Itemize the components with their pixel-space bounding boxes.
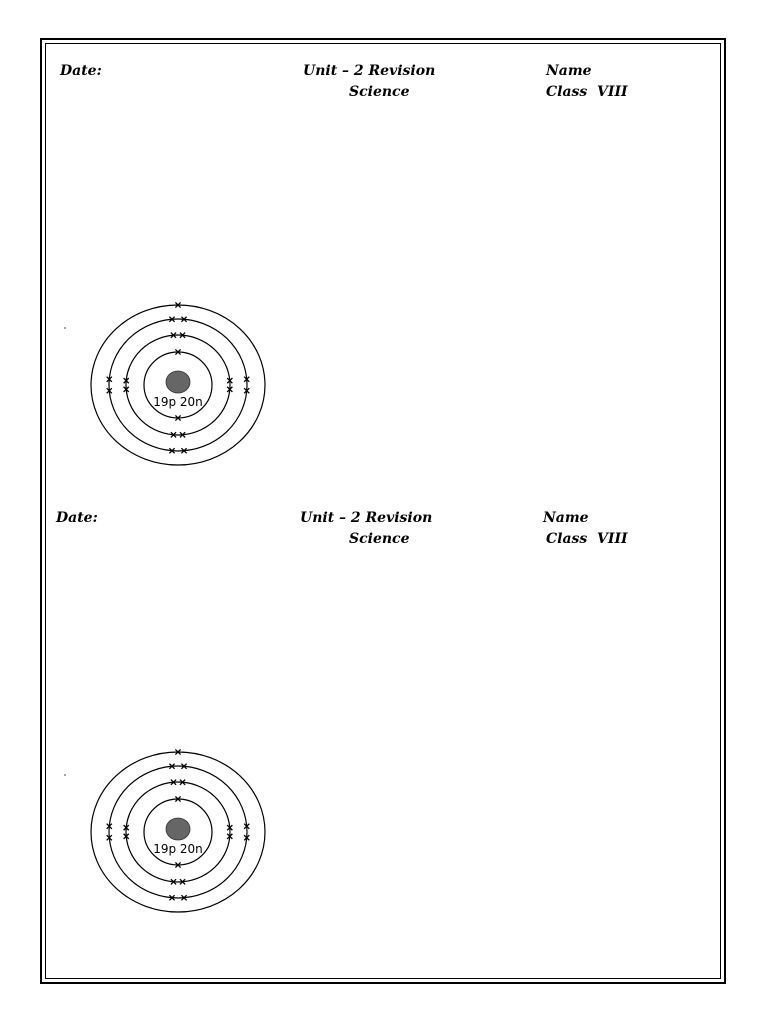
unit-title: Unit – 2 Revision bbox=[300, 510, 433, 526]
subject-label: Science bbox=[349, 84, 410, 100]
nucleus-label: 19p 20n bbox=[153, 395, 203, 409]
subject-label: Science bbox=[349, 531, 410, 547]
nucleus bbox=[166, 371, 190, 393]
class-label: Class VIII bbox=[546, 84, 628, 100]
nucleus-label: 19p 20n bbox=[153, 842, 203, 856]
name-label: Name bbox=[543, 510, 589, 526]
unit-title: Unit – 2 Revision bbox=[303, 63, 436, 79]
name-label: Name bbox=[546, 63, 592, 79]
scan-speck bbox=[64, 327, 66, 329]
atom-diagram bbox=[85, 301, 275, 471]
date-label: Date: bbox=[56, 510, 98, 526]
scan-speck bbox=[64, 774, 66, 776]
atom-diagram bbox=[85, 748, 275, 918]
class-label: Class VIII bbox=[546, 531, 628, 547]
nucleus bbox=[166, 818, 190, 840]
date-label: Date: bbox=[60, 63, 102, 79]
